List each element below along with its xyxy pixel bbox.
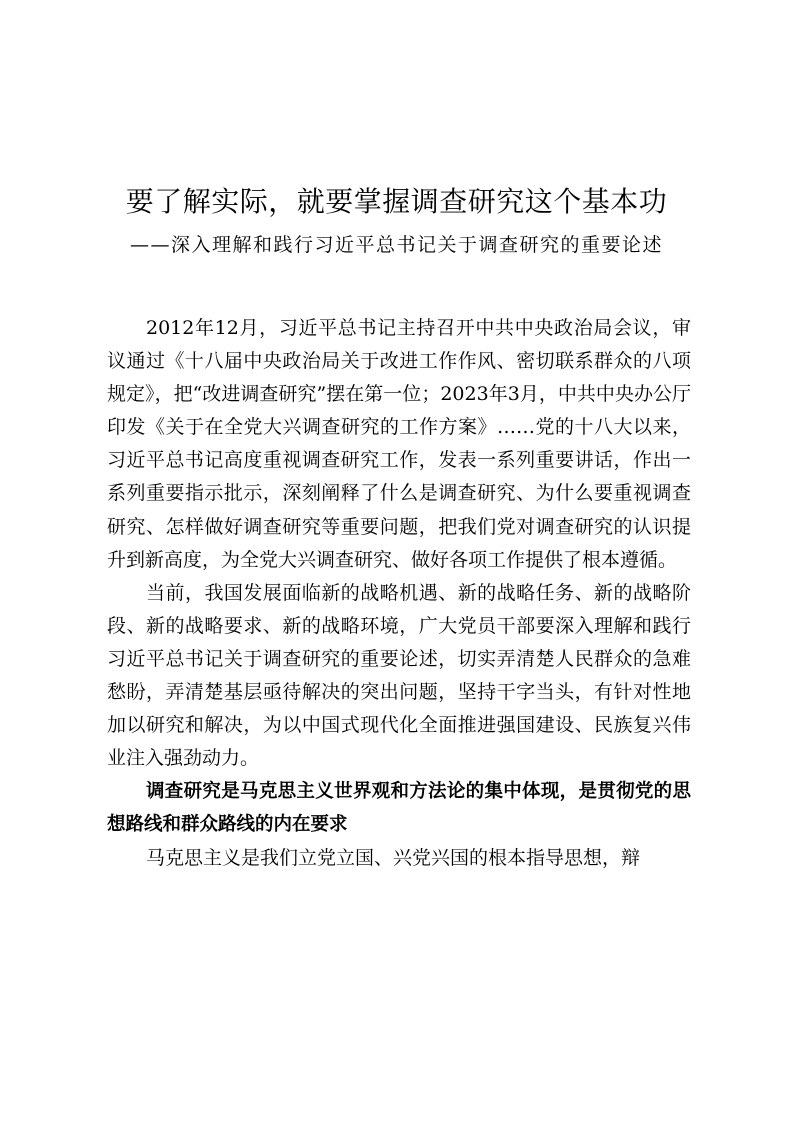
- document-subtitle: ——深入理解和践行习近平总书记关于调查研究的重要论述: [129, 234, 663, 256]
- section-paragraph: 马克思主义是我们立党立国、兴党兴国的根本指导思想，辩: [146, 846, 641, 869]
- document-title: 要了解实际，就要掌握调查研究这个基本功: [125, 185, 668, 218]
- body-paragraph-2: 当前，我国发展面临新的战略机遇、新的战略任务、新的战略阶段、新的战略要求、新的战略环境，广大党员干部要深入理解和践行习近平总书记关于调查研究的重要论述，切实弄清楚人民群众的急难愁盼，弄清楚基层亟待解决的突出问题，坚持干字当头，有针对性地加以研究和解决，为以中国式现代化全面推进强国建设、民族复兴伟业注入强劲动力。: [107, 581, 691, 770]
- body-paragraph-1: 2012年12月，习近平总书记主持召开中共中央政治局会议，审议通过《十八届中央政治局关于改进工作作风、密切联系群众的八项规定》，把“改进调查研究”摆在第一位；2023年3月，中共中央办公厅印发《关于在全党大兴调查研究的工作方案》……党的十八大以来，习近平总书记高度重视调查研究工作，发表一系列重要讲话，作出一系列重要指示批示，深刻阐释了什么是调查研究、为什么要重视调查研究、怎样做好调查研究等重要问题，把我们党对调查研究的认识提升到新高度，为全党大兴调查研究、做好各项工作提供了根本遵循。: [107, 317, 691, 571]
- document-body: [107, 312, 691, 875]
- section-heading: 调查研究是马克思主义世界观和方法论的集中体现，是贯彻党的思想路线和群众路线的内在要求: [107, 781, 691, 836]
